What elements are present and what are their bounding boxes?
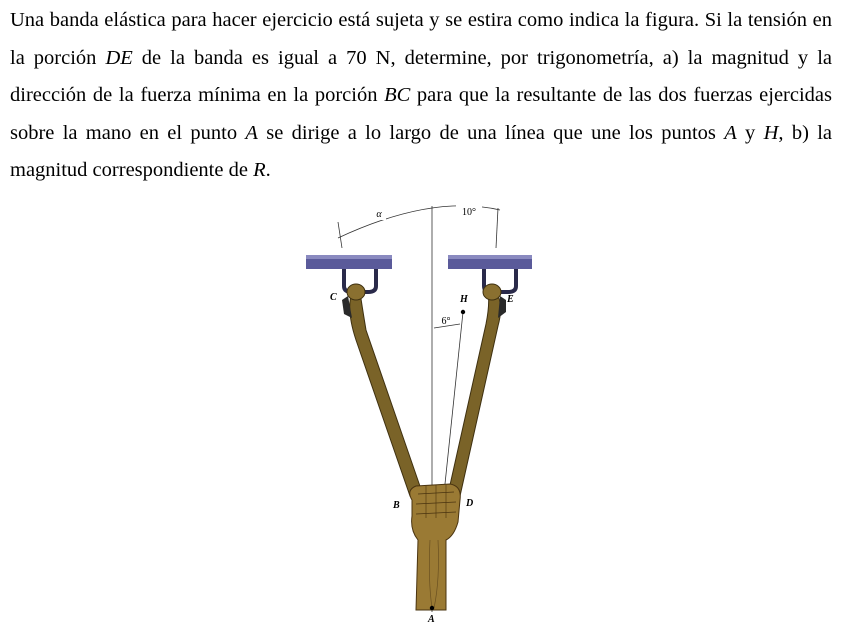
label-b: B [393,500,400,511]
label-a: A [428,614,435,625]
text-part-6: , b) la magnitud correspondiente de [10,121,832,181]
segment-de: DE [105,46,133,69]
point-a: A [245,121,258,144]
resultant-r: R [253,159,266,181]
text-part-1: Una banda elástica para hacer ejercicio está sujeta y se estira como indica la figura. Si la tensión en la porción [10,9,832,69]
band-de [448,292,501,496]
ten-degree-ray [496,208,498,248]
point-h: H [763,121,779,144]
point-a-dot [430,606,434,610]
exercise-band-figure [300,200,540,625]
problem-statement [10,2,832,190]
label-d: D [466,498,474,509]
hand-and-forearm [410,484,461,610]
alpha-label: α [376,209,382,220]
band-bc [350,292,422,496]
text-part-7: . [265,159,271,181]
segment-bc: BC [384,84,411,106]
clip-e [483,284,501,300]
label-e: E [507,294,514,305]
text-part-5: y [736,121,764,144]
point-h-dot [461,310,465,314]
six-degree-label: 6° [441,316,451,327]
text-part-4: se dirige a lo largo de una línea que une los puntos [257,121,725,144]
text-part-3: para que la resultante de las dos fuerzas ejercidas sobre la mano en el punto [10,84,832,144]
figure-svg [300,200,540,625]
alpha-ray [338,222,342,248]
ten-degree-label: 10° [462,207,476,218]
point-a-2: A [724,121,737,144]
text-part-2: de la banda es igual a 70 N, determine, por trigonometría, a) la magnitud y la dirección de la fuerza mínima en la porción [10,46,832,106]
clip-c [347,284,365,300]
label-h: H [460,294,468,305]
label-c: C [330,292,337,303]
